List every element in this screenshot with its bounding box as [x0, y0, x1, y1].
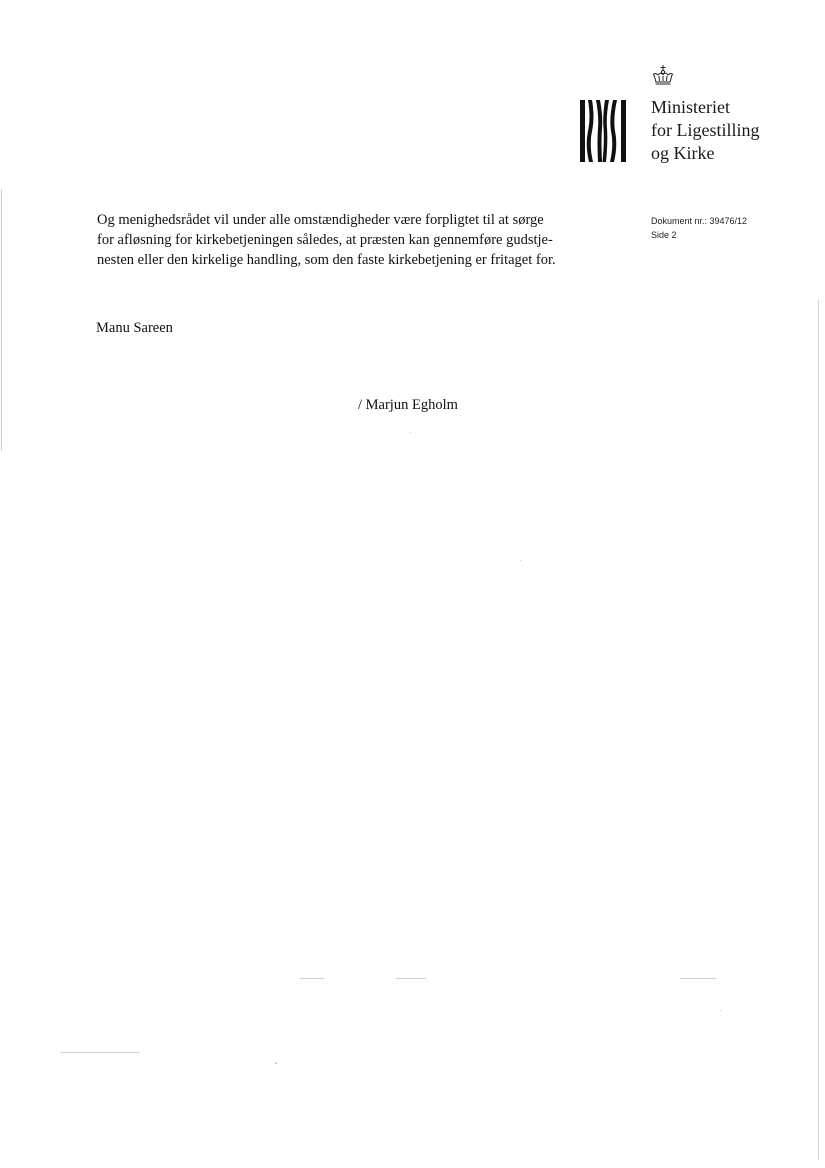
crown-icon [650, 64, 676, 88]
scan-edge-left [1, 190, 2, 450]
ministry-name-line: og Kirke [651, 143, 715, 163]
scan-edge-right [818, 300, 819, 1160]
ministry-name [651, 96, 759, 165]
ministry-name-line: Ministeriet [651, 97, 730, 117]
page-number: Side 2 [651, 230, 677, 240]
paragraph-line: nesten eller den kirkelige handling, som den faste kirkebetjening er fritaget for. [97, 252, 556, 268]
paragraph-line: Og menighedsrådet vil under alle omstændigheder være forpligtet til at sørge [97, 212, 544, 228]
ministry-name-line: for Ligestilling [651, 120, 760, 140]
document-number: Dokument nr.: 39476/12 [651, 216, 748, 226]
minister-signature: Manu Sareen [96, 320, 173, 336]
document-meta [651, 214, 747, 242]
body-paragraph [97, 210, 597, 270]
ministry-logo [578, 98, 628, 164]
official-signature: / Marjun Egholm [358, 397, 458, 413]
paragraph-line: for afløsning for kirkebetjeningen således, at præsten kan gennemføre gudstje- [97, 232, 553, 248]
